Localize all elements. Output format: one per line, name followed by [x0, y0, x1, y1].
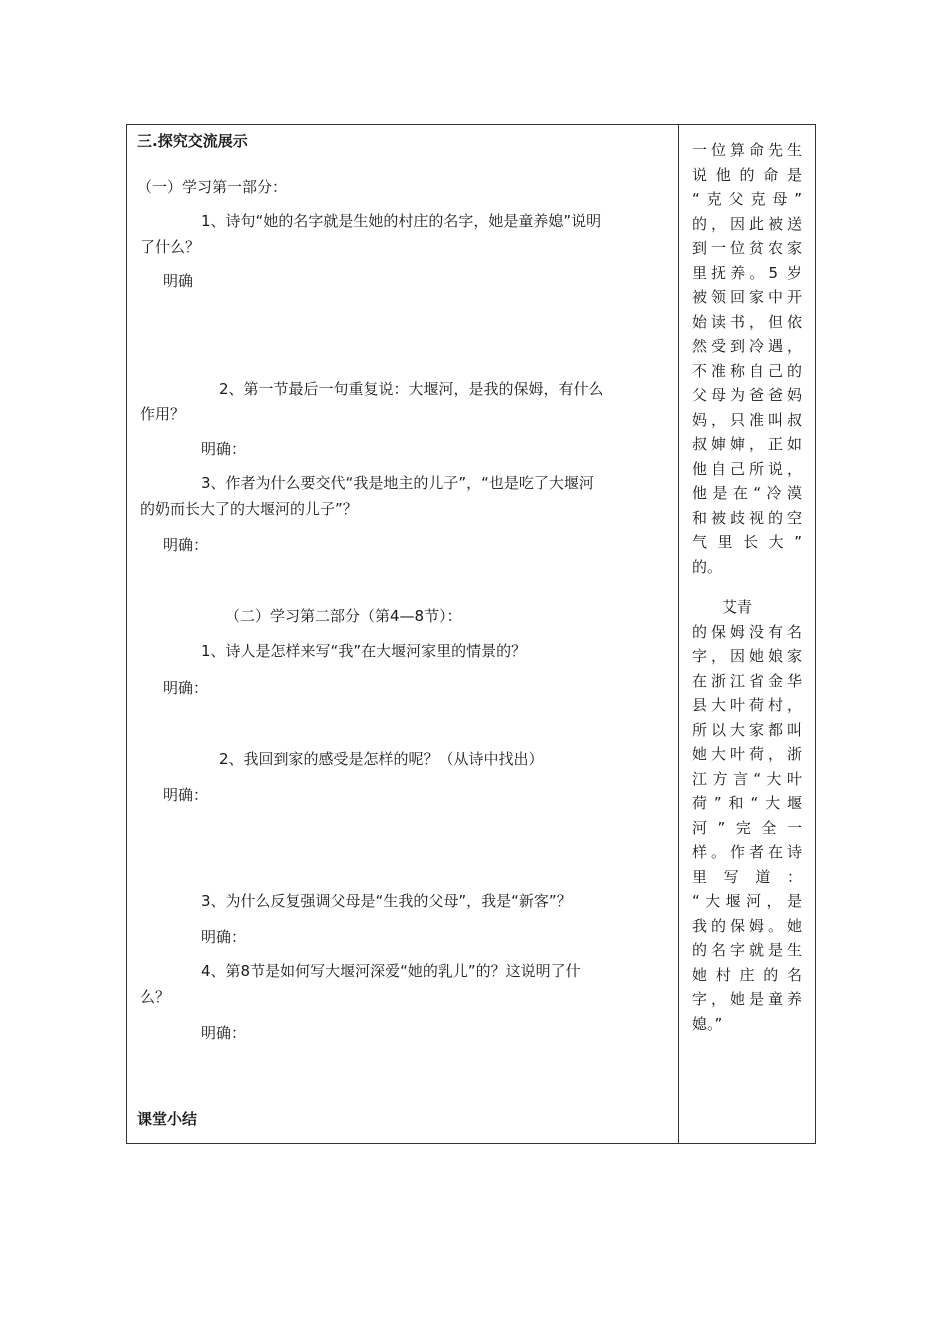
answer-3: 明确：: [163, 536, 209, 554]
column-divider: [678, 125, 679, 1143]
part2-answer-2: 明确：: [163, 786, 209, 804]
part2-answer-1: 明确：: [163, 679, 209, 697]
part2-answer-4: 明确：: [201, 1024, 247, 1042]
part2-heading: （二）学习第二部分（第4—8节）：: [225, 607, 462, 625]
part2-question-1: 1、诗人是怎样来写“我”在大堰河家里的情景的？: [201, 642, 527, 660]
question-2-line1: 2、第一节最后一句重复说：大堰河，是我的保姆，有什么: [219, 380, 604, 398]
question-1-line1: 1、诗句“她的名字就是生她的村庄的名字，她是童养媳”说明: [201, 212, 602, 230]
part2-question-4-line2: 么？: [140, 988, 171, 1006]
answer-2: 明确：: [201, 440, 247, 458]
question-3-line2: 的奶而长大了的大堰河的儿子”？: [140, 500, 358, 518]
section-title: 三.探究交流展示: [137, 132, 248, 150]
lesson-table: [126, 124, 816, 1144]
question-3-line1: 3、作者为什么要交代“我是地主的儿子”，“也是吃了大堰河: [201, 474, 594, 492]
question-2-line2: 作用？: [140, 405, 186, 423]
part2-question-4-line1: 4、第8节是如何写大堰河深爱“她的乳儿”的？这说明了什: [201, 962, 581, 980]
side-note-birth: 一位算命先生 说他的命是 “克父克母” 的，因此被送 到一位贫农家 里抚养。5 岁 被领回家中开 始读书，但依 然受到冷遇， 不准称自己的 父母为爸爸妈 妈，只准叫叔 叔婶婶，正如 他自己所说， 他是在“冷漠 和被歧视的空 气里长大” 的。: [692, 141, 802, 576]
summary-title: 课堂小结: [137, 1110, 198, 1128]
answer-1: 明确: [163, 272, 194, 290]
part2-answer-3: 明确：: [201, 928, 247, 946]
side-note-nanny: 艾青 的保姆没有名 字，因她娘家 在浙江省金华 县大叶荷村， 所以大家都叫 她大叶荷，浙 江方言“大叶 荷”和“大堰 河”完全一 样。作者在诗 里写道： “大堰河，是 我的保姆。她 的名字就是生 她村庄的名 字，她是童养 媳。”: [692, 598, 802, 1033]
part2-question-2: 2、我回到家的感受是怎样的呢？（从诗中找出）: [219, 750, 544, 768]
question-1-line2: 了什么？: [140, 238, 201, 256]
part1-heading: （一）学习第一部分：: [137, 178, 288, 196]
part2-question-3: 3、为什么反复强调父母是“生我的父母”，我是“新客”？: [201, 892, 572, 910]
